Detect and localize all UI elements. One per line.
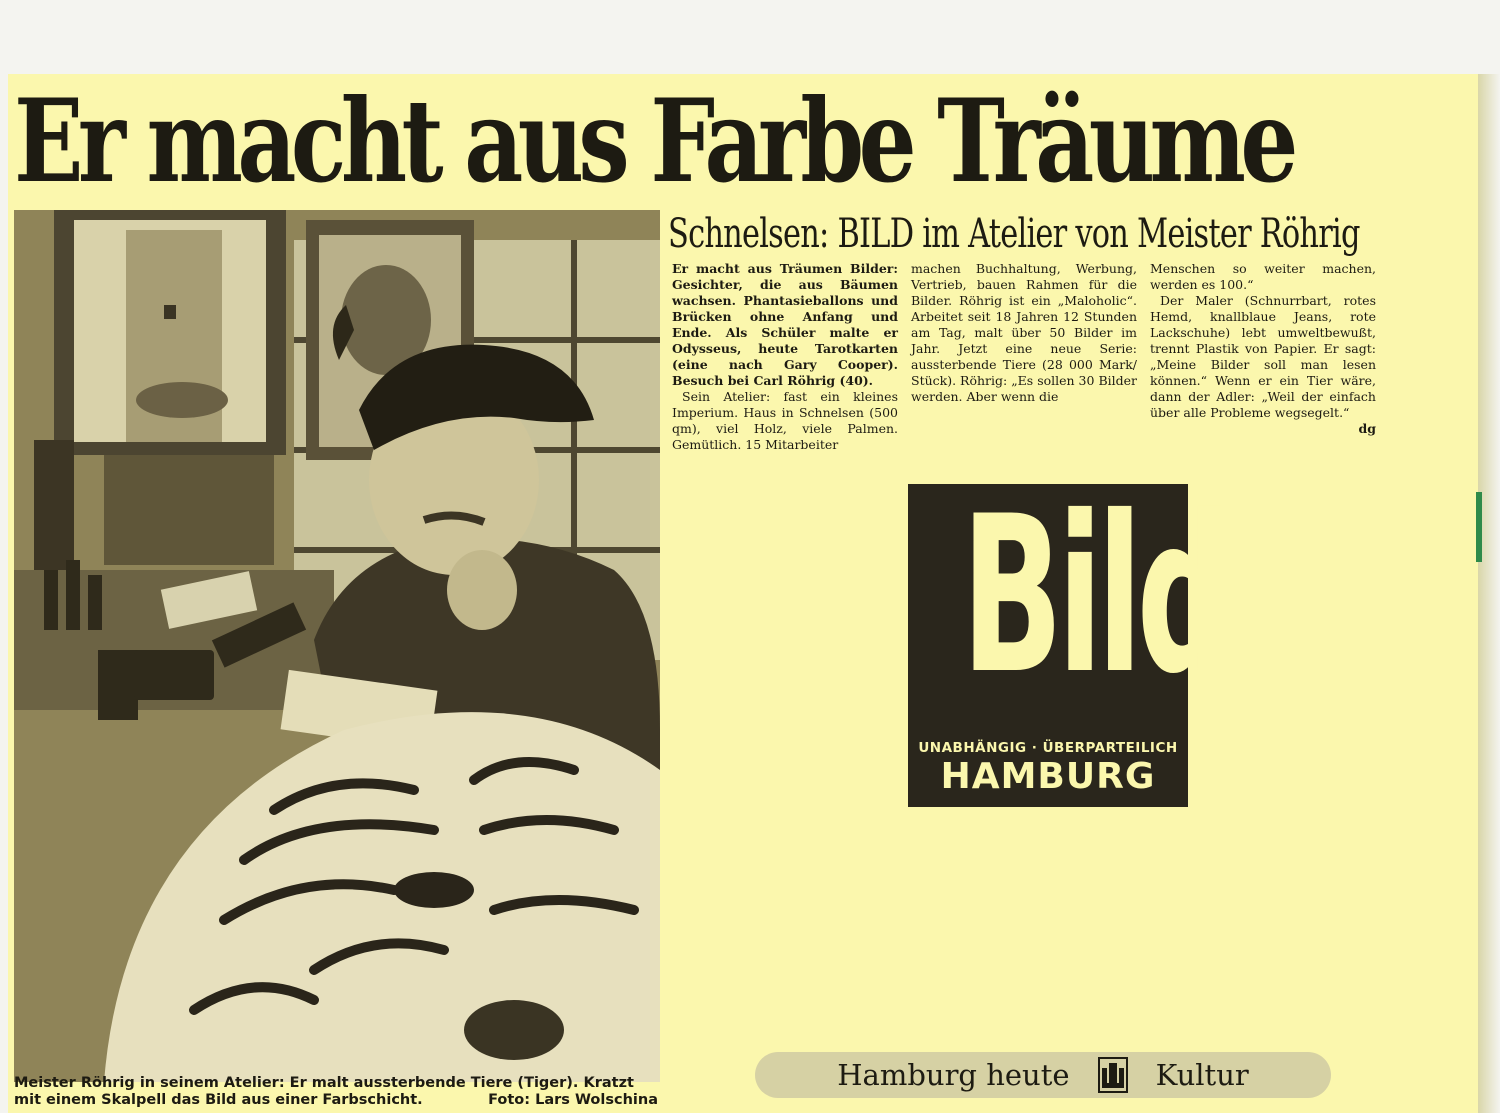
subheadline: Schnelsen: BILD im Atelier von Meister Röhrig	[668, 211, 1360, 257]
article-column-3	[1150, 261, 1376, 453]
article-body	[672, 261, 1376, 453]
headline: Er macht aus Farbe Träume	[14, 74, 1293, 208]
banner-section-right: Kultur	[1155, 1058, 1249, 1092]
article-paragraph: Sein Atelier: fast ein kleines Imperium. Haus in Schnelsen (500 qm), viel Holz, viele Palmen. Gemütlich. 15 Mitarbeiter	[672, 389, 898, 452]
article-column-2	[911, 261, 1137, 453]
atelier-photo	[14, 210, 660, 1082]
article-paragraph	[1150, 293, 1376, 436]
photo-caption	[14, 1075, 658, 1109]
article-closing: Der Maler (Schnurrbart, rotes Hemd, knallblaue Jeans, rote Lackschuhe) lebt umweltbewußt, trennt Plastik von Papier. Er sagt: „Meine Bilder soll man lesen können.“ Wenn er ein Tier wäre, dann der Adler: „Weil der einfach über alle Probleme wegsegelt.“	[1150, 293, 1376, 420]
hamburg-coat-of-arms-icon	[1098, 1057, 1128, 1093]
section-banner	[755, 1052, 1331, 1098]
page-edge-shadow	[1478, 74, 1500, 1113]
banner-section-left: Hamburg heute	[837, 1058, 1070, 1092]
article-lead: Er macht aus Träumen Bilder: Gesichter, die aus Bäumen wachsen. Phantasieballons und Brücken ohne Anfang und Ende. Als Schüler malte er Odysseus, heute Tarotkarten (eine nach Gary Cooper). Besuch bei Carl Röhrig (40).	[672, 261, 898, 388]
author-signature: dg	[1358, 421, 1376, 436]
bild-wordmark: Bild	[961, 470, 1227, 721]
bild-hamburg-logo	[908, 470, 1227, 807]
article-paragraph: machen Buchhaltung, Werbung, Vertrieb, bauen Rahmen für die Bilder. Röhrig ist ein „Maloholic“. Arbeitet seit 18 Jahren 12 Stunden am Tag, malt über 50 Bilder im Jahr. Jetzt eine neue Serie: aussterbende Tiere (28 000 Mark/ Stück). Röhrig: „Es sollen 30 Bilder werden. Aber wenn die	[911, 261, 1137, 404]
logo-tagline: UNABHÄNGIG · ÜBERPARTEILICH	[918, 740, 1178, 756]
article-column-1	[672, 261, 898, 453]
caption-text: Meister Röhrig in seinem Atelier: Er malt aussterbende Tiere (Tiger). Kratzt mit einem Skalpell das Bild aus einer Farbschicht.	[14, 1075, 634, 1108]
logo-city: HAMBURG	[940, 756, 1156, 797]
article-paragraph: Menschen so weiter machen, werden es 100.“	[1150, 261, 1376, 292]
binder-tab	[1476, 492, 1482, 562]
photo-credit: Foto: Lars Wolschina	[488, 1092, 658, 1108]
